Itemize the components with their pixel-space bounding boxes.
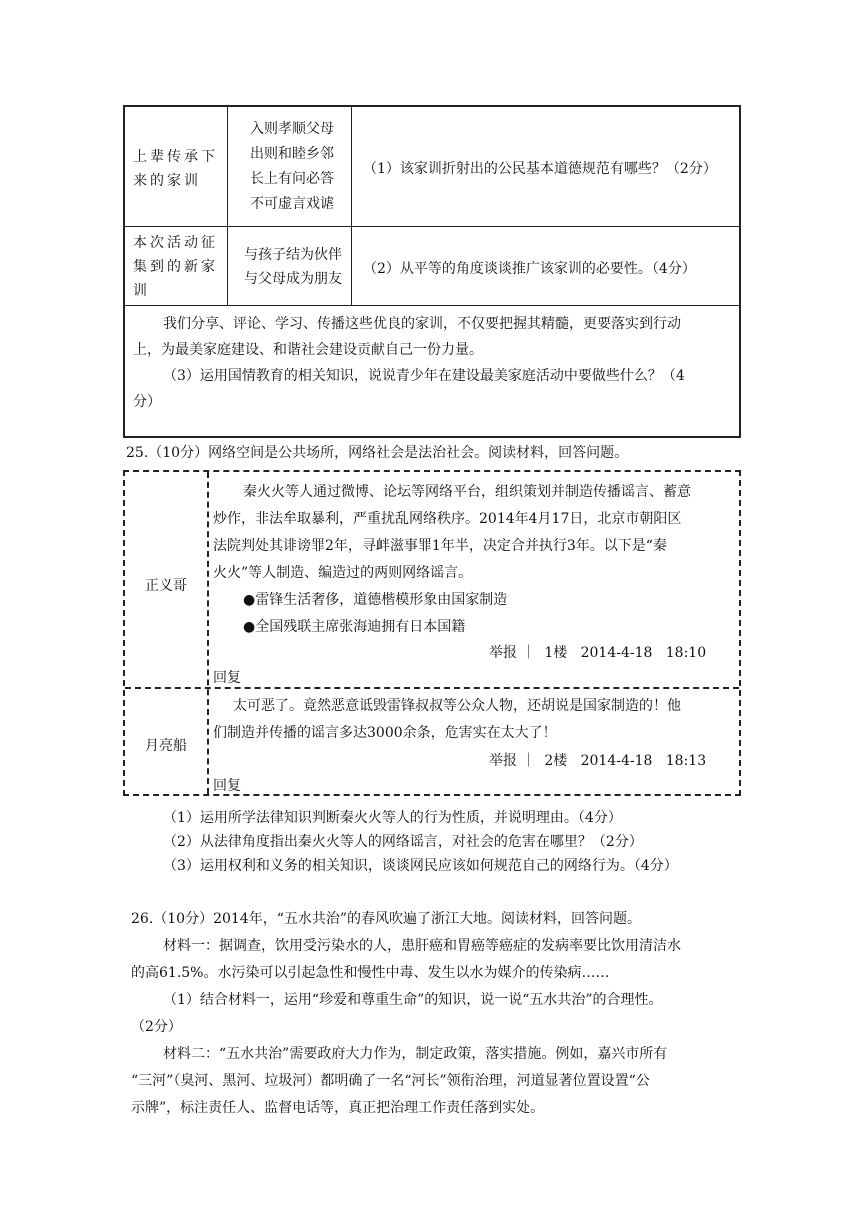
- q25-question: （3）运用权利和义务的相关知识，谈谈网民应该如何规范自己的网络行为。（4分）: [163, 858, 678, 874]
- q26-question-1: （2分）: [131, 1019, 182, 1035]
- row1-label-line: 上辈传承下: [133, 149, 218, 165]
- row2-label-line: 训: [133, 283, 150, 299]
- rule-line: 不可虚言戏谑: [250, 196, 334, 212]
- post1-line: 法院判处其诽谤罪2年，寻衅滋事罪1年半，决定合并执行3年。以下是“秦: [213, 538, 667, 554]
- row2-rules: [235, 243, 351, 291]
- q26-question-1: （1）结合材料一，运用“珍爱和尊重生命”的知识，说一说“五水共治”的合理性。: [163, 992, 663, 1008]
- q26-heading: 26.（10分）2014年，“五水共治”的春风吹遍了浙江大地。阅读材料，回答问题。: [131, 911, 642, 927]
- row1-rules: [237, 117, 347, 217]
- forum-thread: [123, 470, 741, 796]
- material-2: 材料二：“五水共治”需要政府大力作为，制定政策，落实措施。例如，嘉兴市所有: [163, 1046, 668, 1062]
- post2-meta[interactable]: 举报 ｜ 2楼 2014-4-18 18:13: [489, 753, 707, 769]
- question-3: 分）: [133, 394, 161, 410]
- closing-text: 我们分享、评论、学习、传播这些优良的家训，不仅要把握其精髓，更要落实到行动: [163, 316, 681, 332]
- closing-text: 上，为最美家庭建设、和谐社会建设贡献自己一份力量。: [133, 342, 483, 358]
- row2-question: （2）从平等的角度谈谈推广该家训的必要性。（4分）: [363, 261, 696, 277]
- material-1: 材料一：据调查，饮用受污染水的人，患肝癌和胃癌等癌症的发病率要比饮用清洁水: [163, 938, 681, 954]
- row1-label: [133, 145, 223, 193]
- material-1: 的高61.5%。水污染可以引起急性和慢性中毒、发生以水为媒介的传染病……: [131, 965, 610, 981]
- q25-heading: 25.（10分）网络空间是公共场所，网络社会是法治社会。阅读材料，回答问题。: [126, 445, 629, 461]
- rule-line: 与孩子结为伙伴: [244, 247, 342, 263]
- q25-question: （1）运用所学法律知识判断秦火火等人的行为性质，并说明理由。（4分）: [163, 810, 622, 826]
- post1-author: 正义哥: [145, 578, 187, 594]
- thread-divider: [207, 472, 209, 794]
- table-divider: [125, 305, 739, 306]
- row2-label-line: 本次活动征: [133, 235, 218, 251]
- q25-question: （2）从法律角度指出秦火火等人的网络谣言，对社会的危害在哪里？（2分）: [163, 834, 643, 850]
- rumor-bullet: ●全国残联主席张海迪拥有日本国籍: [243, 619, 466, 635]
- post1-line: 炒作，非法牟取暴利，严重扰乱网络秩序。2014年4月17日，北京市朝阳区: [213, 511, 682, 527]
- rule-line: 入则孝顺父母: [250, 121, 334, 137]
- rule-line: 长上有问必答: [250, 171, 334, 187]
- rumor-bullet: ●雷锋生活奢侈，道德楷模形象由国家制造: [243, 592, 508, 608]
- post2-line: 们制造并传播的谣言多达3000余条，危害实在太大了！: [213, 725, 557, 741]
- table-divider: [351, 107, 352, 305]
- question-3: （3）运用国情教育的相关知识，说说青少年在建设最美家庭活动中要做些什么？（4: [163, 368, 685, 384]
- row2-label: [133, 231, 223, 303]
- table-divider: [125, 226, 739, 227]
- post1-meta[interactable]: 举报 ｜ 1楼 2014-4-18 18:10: [489, 645, 707, 661]
- row2-label-line: 集到的新家: [133, 259, 218, 275]
- rule-line: 与父母成为朋友: [244, 271, 342, 287]
- post1-reply-link[interactable]: 回复: [213, 670, 241, 686]
- material-2: “三河”（臭河、黑河、垃圾河）都明确了一名“河长”领衔治理，河道显著位置设置“公: [131, 1073, 650, 1089]
- post1-line: 秦火火等人通过微博、论坛等网络平台，组织策划并制造传播谣言、蓄意: [243, 484, 691, 500]
- post1-line: 火火”等人制造、编造过的两则网络谣言。: [213, 565, 473, 581]
- post2-reply-link[interactable]: 回复: [213, 778, 241, 794]
- row1-label-line: 来的家训: [133, 173, 201, 189]
- post2-line: 太可恶了。竟然恶意诋毁雷锋叔叔等公众人物，还胡说是国家制造的！他: [233, 698, 681, 714]
- table-divider: [227, 107, 228, 305]
- rule-line: 出则和睦乡邻: [250, 146, 334, 162]
- row1-question: （1）该家训折射出的公民基本道德规范有哪些？（2分）: [363, 161, 717, 177]
- material-2: 示牌”，标注责任人、监督电话等，真正把治理工作责任落到实处。: [131, 1100, 545, 1116]
- post2-author: 月亮船: [145, 738, 187, 754]
- family-rules-table: [123, 105, 741, 438]
